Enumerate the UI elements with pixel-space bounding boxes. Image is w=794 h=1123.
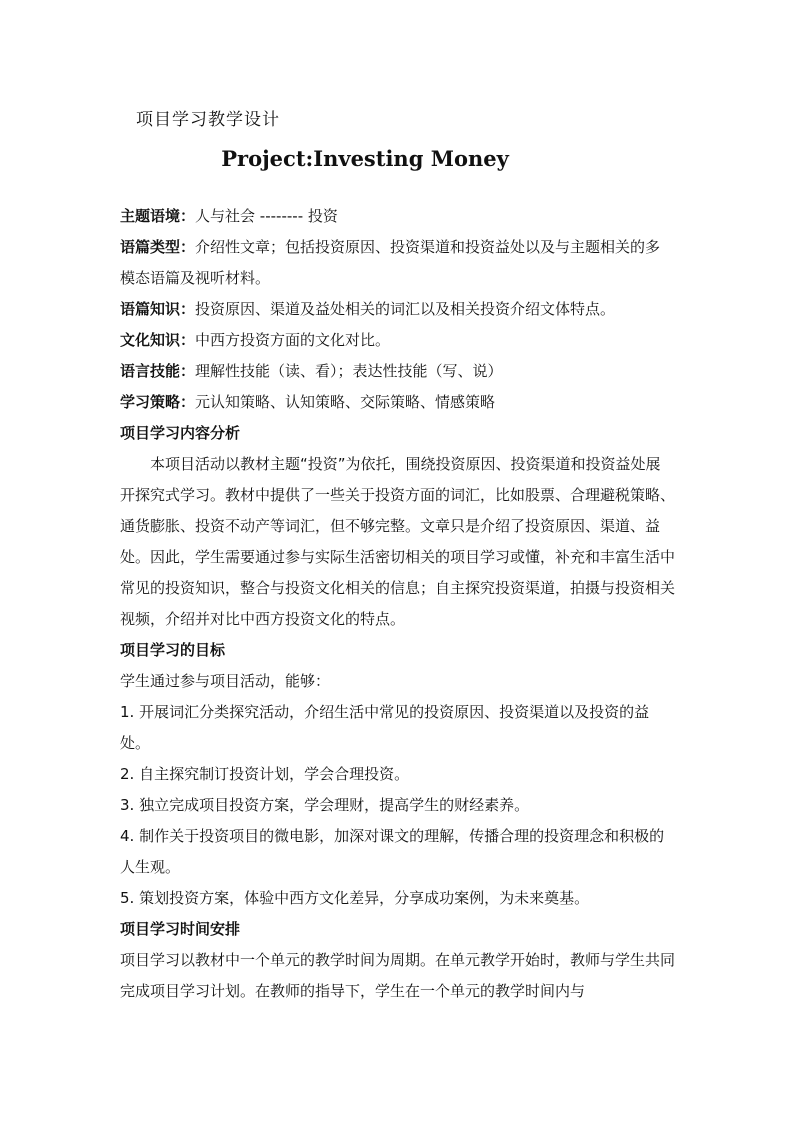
section-heading-schedule: 项目学习时间安排: [120, 920, 241, 938]
field-colon: ：: [180, 238, 196, 256]
field-colon: ：: [180, 393, 196, 411]
goal-item: 3. 独立完成项目投资方案，学会理财，提高学生的财经素养。: [120, 796, 530, 814]
field-colon: ：: [180, 331, 196, 349]
field-colon: ：: [180, 300, 196, 318]
content-analysis-paragraph: 本项目活动以教材主题“投资”为依托，围绕投资原因、投资渠道和投资益处展开探究式学习。教材中提供了一些关于投资方面的词汇，比如股票、合理避税策略、通货膨胀、投资不动产等词汇，但不够完整。文章只是介绍了投资原因、渠道、益处。因此，学生需要通过参与实际生活密切相关的项目学习或懂，补充和丰富生活中常见的投资知识，整合与投资文化相关的信息；自主探究投资渠道，拍摄与投资相关视频，介绍并对比中西方投资文化的特点。: [120, 455, 676, 628]
field-culture-knowledge: [120, 325, 675, 356]
field-label: 主题语境: [120, 207, 181, 225]
section-heading-content: 项目学习内容分析: [120, 424, 241, 442]
field-learning-strategy: [120, 387, 675, 418]
field-label: 文化知识: [120, 331, 181, 349]
field-label: 语篇知识: [120, 300, 181, 318]
goals-intro: 学生通过参与项目活动，能够：: [120, 672, 331, 690]
field-text-knowledge: [120, 294, 675, 325]
field-language-skills: [120, 356, 675, 387]
field-colon: ：: [180, 362, 196, 380]
goal-item: 5. 策划投资方案，体验中西方文化差异，分享成功案例，为未来奠基。: [120, 889, 590, 907]
field-value: 投资原因、渠道及益处相关的词汇以及相关投资介绍文体特点。: [195, 300, 616, 318]
field-value: 中西方投资方面的文化对比。: [195, 331, 391, 349]
goal-item: 2. 自主探究制订投资计划，学会合理投资。: [120, 765, 410, 783]
document-body: [120, 201, 675, 1007]
field-text-type: [120, 232, 675, 294]
section-heading-goals: 项目学习的目标: [120, 641, 226, 659]
goal-item: 1. 开展词汇分类探究活动，介绍生活中常见的投资原因、投资渠道以及投资的益处。: [120, 703, 650, 752]
schedule-paragraph: 项目学习以教材中一个单元的教学时间为周期。在单元教学开始时，教师与学生共同完成项目学习计划。在教师的指导下，学生在一个单元的教学时间内与: [120, 951, 676, 1000]
field-label: 语言技能: [120, 362, 181, 380]
field-label: 学习策略: [120, 393, 181, 411]
field-value: 元认知策略、认知策略、交际策略、情感策略: [195, 393, 496, 411]
document-title: Project:Investing Money: [221, 146, 509, 171]
goal-item: 4. 制作关于投资项目的微电影，加深对课文的理解，传播合理的投资理念和积极的人生观。: [120, 827, 665, 876]
field-value: 人与社会 -------- 投资: [195, 207, 338, 225]
document-label: 项目学习教学设计: [136, 110, 280, 130]
field-theme-context: [120, 201, 675, 232]
field-value: 理解性技能（读、看）；表达性技能（写、说）: [195, 362, 503, 380]
field-value: 介绍性文章；包括投资原因、投资渠道和投资益处以及与主题相关的多模态语篇及视听材料。: [120, 238, 661, 287]
field-label: 语篇类型: [120, 238, 181, 256]
field-colon: ：: [180, 207, 196, 225]
